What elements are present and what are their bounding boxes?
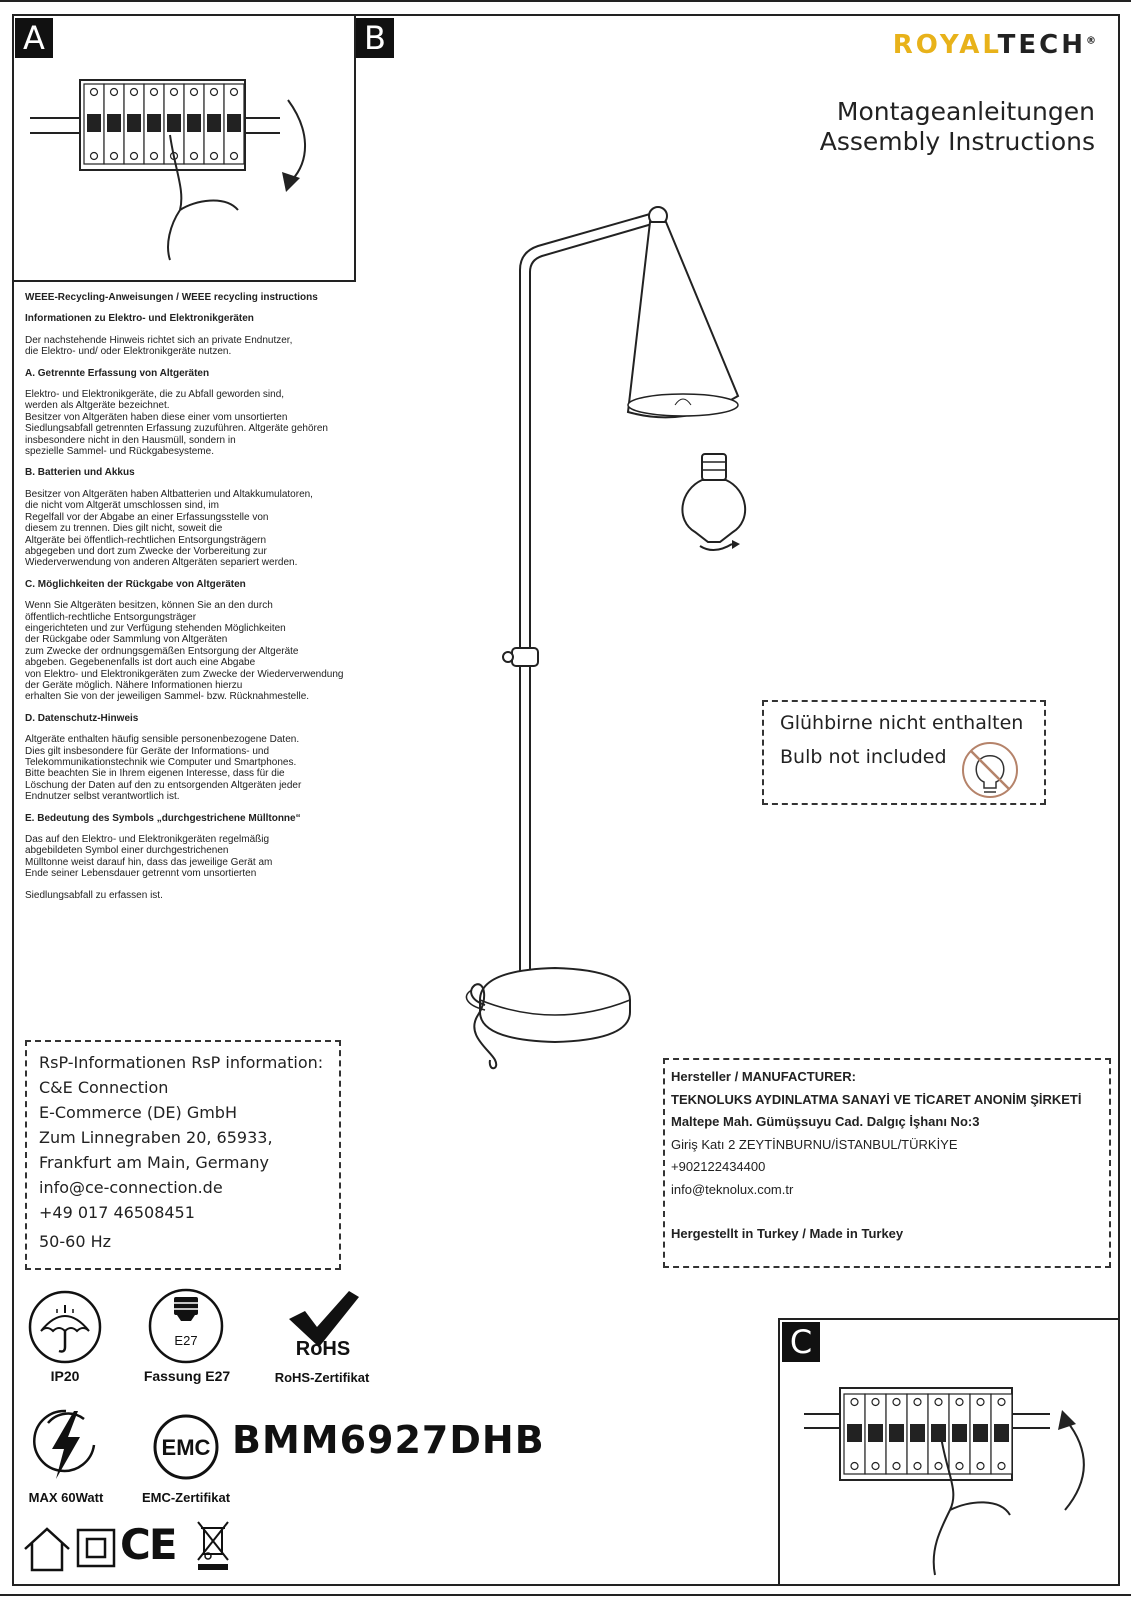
title-german: Montageanleitungen <box>836 97 1095 126</box>
brand-logo: ROYALTECH® <box>892 30 1099 60</box>
ip20-umbrella-icon <box>27 1289 103 1365</box>
manufacturer-name: TEKNOLUKS AYDINLATMA SANAYİ VE TİCARET ANONİM ŞİRKETİ <box>671 1091 1082 1107</box>
model-number: BMM6927DHB <box>232 1418 545 1462</box>
weee-heading: E. Bedeutung des Symbols „durchgestrichene Mülltonne“ <box>25 812 301 824</box>
breaker-on-illustration <box>800 1370 1100 1570</box>
bottom-rule <box>0 1594 1131 1596</box>
weee-heading: A. Getrennte Erfassung von Altgeräten <box>25 367 210 379</box>
rsp-title: RsP-Informationen RsP information: <box>39 1053 324 1072</box>
e27-label: Fassung E27 <box>143 1368 231 1384</box>
panel-b-letter: B <box>356 18 394 58</box>
rsp-line: C&E Connection <box>39 1078 169 1097</box>
weee-crossed-bin-icon <box>196 1520 230 1572</box>
rohs-check-icon <box>283 1287 363 1359</box>
rohs-badge-text: RoHS <box>295 1338 351 1360</box>
bulb-notice-english: Bulb not included <box>780 746 947 768</box>
manufacturer-phone: +902122434400 <box>671 1159 766 1174</box>
weee-heading: C. Möglichkeiten der Rückgabe von Altgeräten <box>25 578 246 590</box>
rsp-line: Zum Linnegraben 20, 65933, <box>39 1128 273 1147</box>
emc-badge-text: EMC <box>161 1435 211 1460</box>
weee-paragraph: Altgeräte enthalten häufig sensible personenbezogene Daten. Dies gilt insbesondere für Geräte der Informations- und Telekommunikationstechnik wie Computer und Smartphones. Bitte beachten Sie in Ihrem eigenen Interesse, dass für die Löschung der Daten auf den zu entsorgenden Altgeräten jeder Endnutzer selbst verantwortlich ist. <box>25 734 302 803</box>
manufacturer-address-2: Giriş Katı 2 ZEYTİNBURNU/İSTANBUL/TÜRKİYE <box>671 1136 958 1152</box>
weee-paragraph: Wenn Sie Altgeräten besitzen, können Sie an den durch öffentlich-rechtliche Entsorgungsträger eingerichteten und zur Verfügung stehenden Möglichkeiten der Rückgabe oder Sammlung von Altgeräten zum Zwecke der ordnungsgemäßen Entsorgung der Altgeräte abgeben. Gegebenenfalls ist dort auch eine Abgabe von Elektro- und Elektronikgeräten zum Zwecke der Wiederverwendung der Geräte möglich. Nähere Informationen hierzu erhalten Sie von der jeweiligen Sammel- bzw. Rücknahmestelle. <box>25 600 344 703</box>
rsp-line: 50-60 Hz <box>39 1232 112 1251</box>
ip20-label: IP20 <box>50 1368 80 1384</box>
weee-heading: WEEE-Recycling-Anweisungen / WEEE recycling instructions <box>25 292 318 303</box>
no-bulb-icon <box>960 740 1020 800</box>
weee-paragraph: Der nachstehende Hinweis richtet sich an private Endnutzer, die Elektro- und/ oder Elektronikgeräte nutzen. <box>25 334 293 358</box>
max-power-lightning-icon <box>34 1405 98 1483</box>
panel-c-letter: C <box>782 1322 820 1362</box>
e27-badge-text: E27 <box>174 1333 198 1348</box>
rsp-line: +49 017 46508451 <box>39 1203 195 1222</box>
made-in: Hergestellt in Turkey / Made in Turkey <box>671 1226 904 1241</box>
manufacturer-address-1: Maltepe Mah. Gümüşsuyu Cad. Dalgıç İşhanı No:3 <box>671 1114 980 1129</box>
indoor-use-house-icon <box>22 1525 72 1573</box>
weee-heading: Informationen zu Elektro- und Elektronikgeräten <box>25 313 254 325</box>
title-english: Assembly Instructions <box>819 127 1095 156</box>
weee-paragraph: Siedlungsabfall zu erfassen ist. <box>25 889 163 901</box>
rsp-line: Frankfurt am Main, Germany <box>39 1153 269 1172</box>
weee-paragraph: Elektro- und Elektronikgeräte, die zu Abfall geworden sind, werden als Altgeräte bezeichnet. Besitzer von Altgeräten haben diese einer vom unsortierten Siedlungsabfall getrennten Erfassung zuzuführen. Altgeräte gehören insbesondere nicht in den Hausmüll, sondern in spezielle Sammel- und Rückgabesysteme. <box>25 389 328 458</box>
breaker-off-illustration <box>20 60 320 260</box>
rsp-information <box>25 1040 341 1270</box>
panel-a-letter: A <box>15 18 53 58</box>
rsp-line: E-Commerce (DE) GmbH <box>39 1103 237 1122</box>
class-ii-double-square-icon <box>76 1528 116 1568</box>
weee-instructions <box>25 292 445 911</box>
rsp-line: info@ce-connection.de <box>39 1178 223 1197</box>
bulb-notice-german: Glühbirne nicht enthalten <box>780 712 1024 734</box>
weee-heading: D. Datenschutz-Hinweis <box>25 712 139 724</box>
weee-paragraph: Das auf den Elektro- und Elektronikgeräten regelmäßig abgebildeten Symbol einer durchgestrichenen Mülltonne weist darauf hin, dass das jeweilige Gerät am Ende seiner Lebensdauer getrennt vom unsortierten <box>25 834 273 880</box>
emc-icon <box>152 1414 220 1480</box>
manufacturer-label: Hersteller / MANUFACTURER: <box>671 1069 856 1084</box>
bulb-illustration <box>670 450 760 560</box>
top-rule <box>0 0 1131 2</box>
manufacturer-info <box>663 1058 1111 1268</box>
ce-mark: CE <box>120 1520 176 1569</box>
max-power-label: MAX 60Watt <box>28 1490 104 1505</box>
rohs-label: RoHS-Zertifikat <box>274 1370 370 1385</box>
floor-lamp-illustration <box>460 200 780 1080</box>
weee-paragraph: Besitzer von Altgeräten haben Altbatterien und Altakkumulatoren, die nicht vom Altgerät umschlossen sind, im Regelfall vor der Abgabe an einer Erfassungsstelle von diesem zu trennen. Dies gilt nicht, soweit die Altgeräte bei öffentlich-rechtlichen Entsorgungsträgern abgegeben und dort zum Zwecke der Vorbereitung zur Wiederverwendung von anderen Altgeräten separiert werden. <box>25 488 313 569</box>
weee-heading: B. Batterien und Akkus <box>25 467 135 479</box>
emc-label: EMC-Zertifikat <box>141 1490 231 1505</box>
manufacturer-email: info@teknolux.com.tr <box>671 1181 794 1197</box>
e27-socket-icon <box>147 1287 225 1365</box>
